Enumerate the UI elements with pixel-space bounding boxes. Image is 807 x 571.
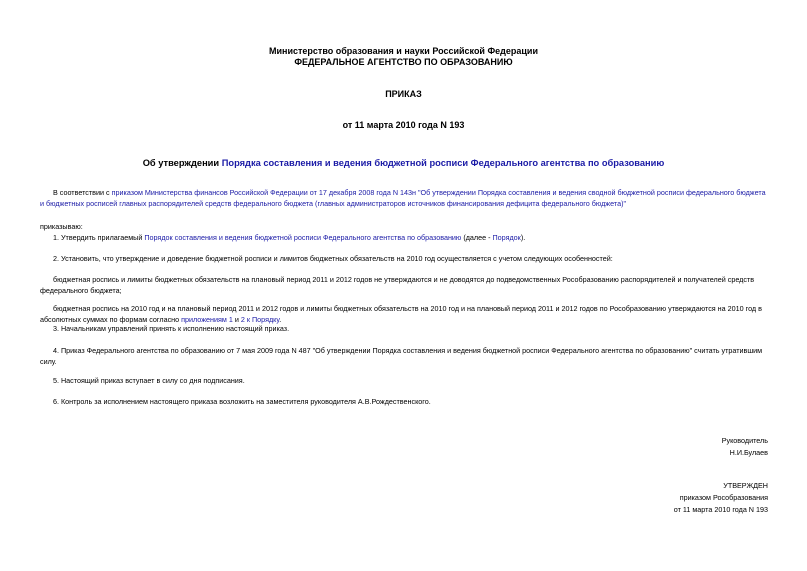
- minfin-order-link[interactable]: приказом Министерства финансов Российской Федерации от 17 декабря 2008 года N 143н "Об утверждении Порядка составления и ведения сводной бюджетной росписи федерального бюджета и бюджетных росписей главных распорядителей средств федерального бюджета (главных администраторов источников финансирования дефицита федерального бюджета)": [40, 188, 766, 208]
- document-title: [0, 158, 807, 168]
- item-1: [40, 232, 768, 243]
- item-3: 3. Начальникам управлений принять к исполнению настоящий приказ.: [53, 324, 290, 333]
- signature-role: Руководитель: [721, 436, 768, 445]
- item-1-pre: 1. Утвердить прилагаемый: [53, 233, 145, 242]
- item-5: 5. Настоящий приказ вступает в силу со дня подписания.: [53, 376, 245, 385]
- item-2: 2. Установить, что утверждение и доведение бюджетной росписи и лимитов бюджетных обязательств на 2010 год осуществляется с учетом следующих особенностей:: [53, 254, 613, 263]
- item-2b-end: .: [279, 315, 282, 324]
- approval-line-3: от 11 марта 2010 года N 193: [673, 505, 768, 514]
- item-4: 4. Приказ Федерального агентства по образованию от 7 мая 2009 года N 487 "Об утверждении Порядка составления и ведения бюджетной росписи Федерального агентства по образованию" считать утратившим силу.: [40, 346, 763, 366]
- intro-paragraph: [40, 187, 768, 209]
- ministry-name: Министерство образования и науки Российской Федерации: [269, 46, 538, 56]
- signature-name: Н.И.Булаев: [729, 448, 768, 457]
- item-6: 6. Контроль за исполнением настоящего приказа возложить на заместителя руководителя А.В.Рождественского.: [53, 397, 431, 406]
- approval-line-1: УТВЕРЖДЕН: [723, 481, 768, 490]
- procedure-short-link[interactable]: Порядок: [492, 233, 521, 242]
- item-1-mid: (далее -: [461, 233, 493, 242]
- order-word: приказываю:: [40, 222, 83, 231]
- appendix-1-link[interactable]: приложениям 1: [181, 315, 233, 324]
- appendix-2-link[interactable]: 2 к Порядку: [240, 315, 280, 324]
- signature-block: [722, 435, 768, 459]
- item-2b-pre: бюджетная роспись на 2010 год и на плановый период 2011 и 2012 годов и лимиты бюджетных обязательств на 2010 год и на плановый период 2011 и 2012 годов по Рособразованию утверждаются на 2010 год в абсолютных суммах по формам согласно: [40, 304, 762, 324]
- procedure-link[interactable]: Порядок составления и ведения бюджетной росписи Федерального агентства по образованию: [144, 233, 462, 242]
- approval-block: [674, 480, 768, 516]
- document-date-number: от 11 марта 2010 года N 193: [342, 120, 465, 130]
- agency-name: ФЕДЕРАЛЬНОЕ АГЕНТСТВО ПО ОБРАЗОВАНИЮ: [294, 57, 513, 67]
- approval-line-2: приказом Рособразования: [679, 493, 768, 502]
- title-prefix: Об утверждении: [142, 158, 222, 168]
- intro-pre: В соответствии с: [53, 188, 112, 197]
- item-2b: [40, 303, 768, 325]
- title-link[interactable]: Порядка составления и ведения бюджетной росписи Федерального агентства по образованию: [221, 158, 665, 168]
- document-type: ПРИКАЗ: [385, 89, 422, 99]
- item-2b-mid: и: [232, 315, 241, 324]
- item-2a: бюджетная роспись и лимиты бюджетных обязательств на плановый период 2011 и 2012 годов не утверждаются и не доводятся до подведомственных Рособразованию распорядителей и получателей средств федерального бюджета;: [40, 275, 755, 295]
- item-1-end: ).: [520, 233, 526, 242]
